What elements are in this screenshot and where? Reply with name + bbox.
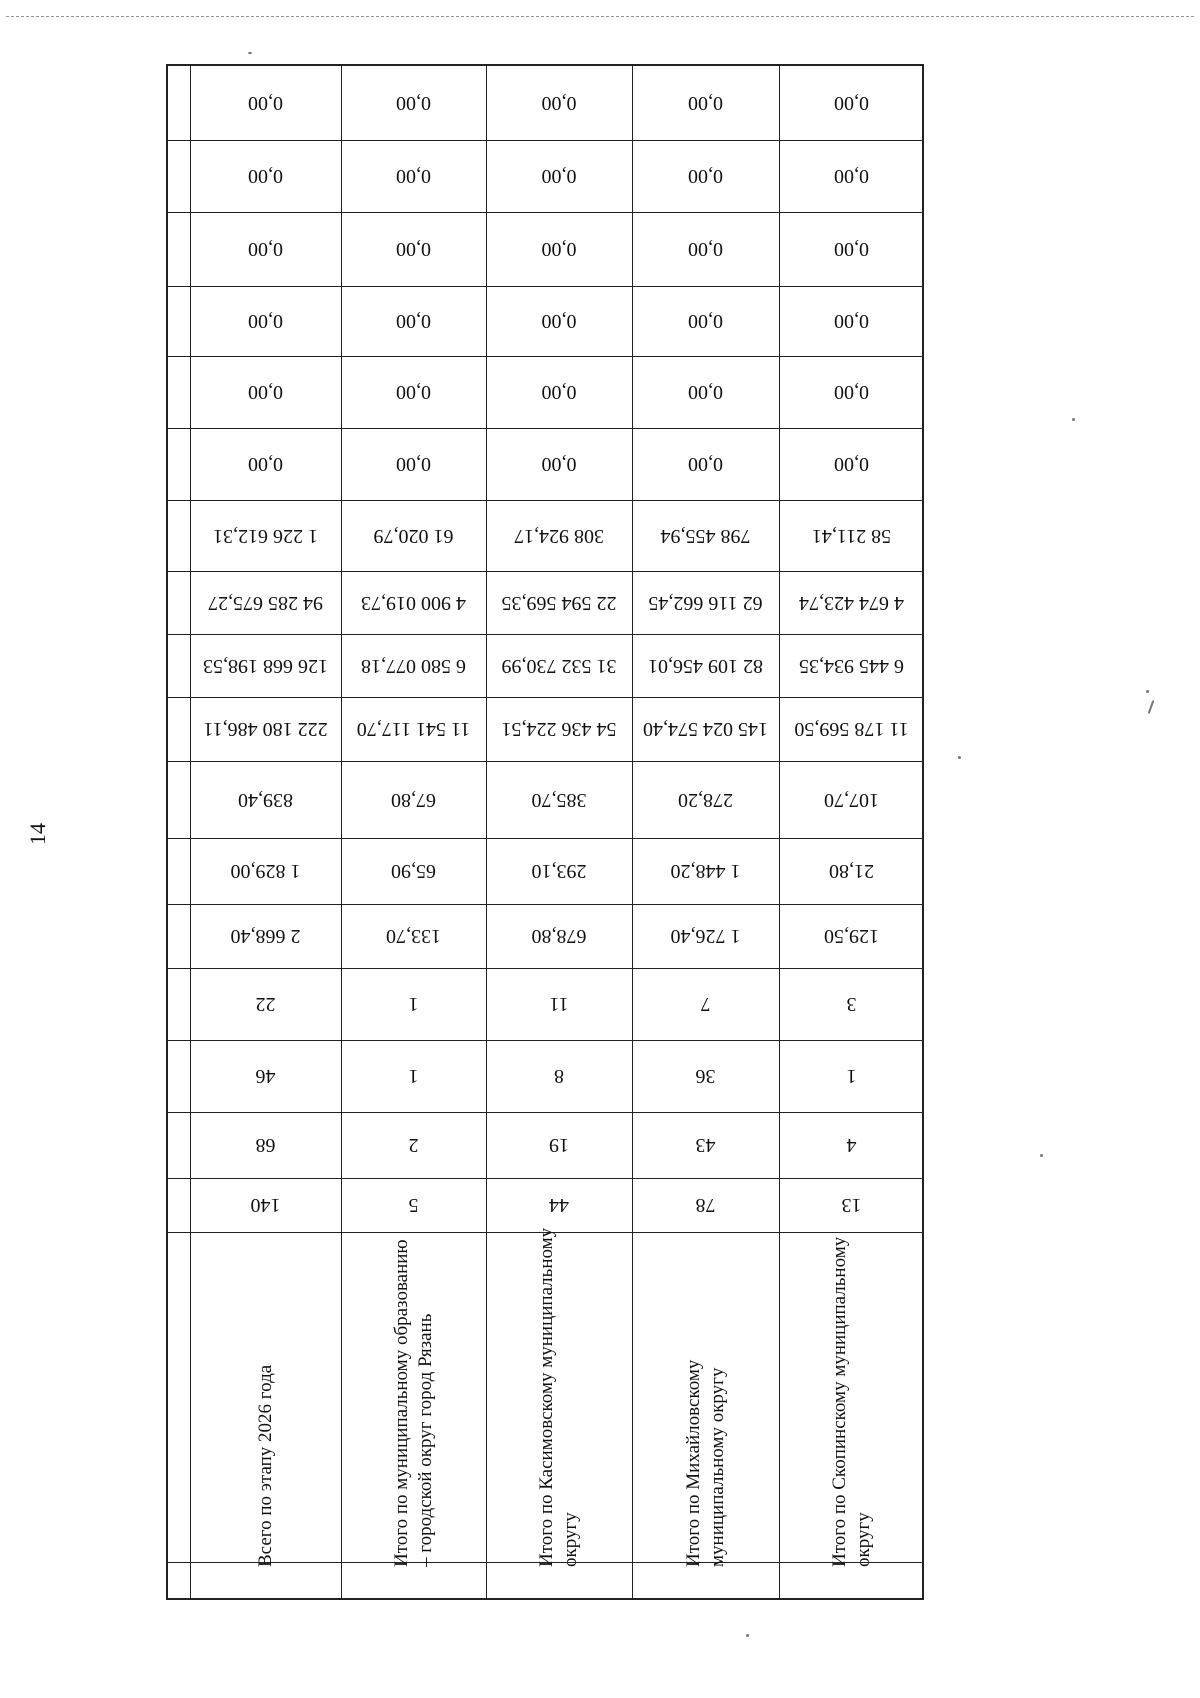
- value-cell: 22: [255, 993, 276, 1016]
- value-cell: 126 668 198,53: [203, 655, 328, 677]
- value-cell: 7: [700, 993, 711, 1016]
- value-cell: 0,00: [396, 453, 431, 476]
- value-cell: 67,80: [391, 789, 436, 811]
- value-cell: 5: [408, 1194, 419, 1217]
- scan-speck: [958, 756, 961, 759]
- value-cell: 0,00: [541, 381, 577, 404]
- value-cell: 62 116 662,45: [648, 592, 763, 614]
- value-cell: 0,00: [248, 310, 283, 333]
- value-cell: 8: [554, 1065, 564, 1088]
- scan-speck: [248, 52, 252, 54]
- value-cell: 145 024 574,40: [643, 718, 768, 741]
- value-cell: 36: [695, 1065, 716, 1088]
- value-cell: 0,00: [688, 165, 723, 188]
- grid-horizontal-line: [168, 1232, 922, 1233]
- value-cell: 94 285 675,27: [208, 592, 323, 614]
- value-cell: 61 020,79: [373, 525, 454, 547]
- row-name: Итого по Михайловскому муниципальному округу: [682, 1359, 728, 1567]
- value-cell: 21,80: [829, 860, 874, 883]
- value-cell: 1 829,00: [230, 860, 301, 883]
- scan-speck: [1146, 690, 1149, 693]
- value-cell: 839,40: [238, 789, 293, 811]
- value-cell: 222 180 486,11: [203, 718, 328, 741]
- value-cell: 1: [408, 993, 419, 1016]
- value-cell: 78: [695, 1194, 716, 1217]
- row-number: [539, 1509, 579, 1600]
- value-cell: 0,00: [834, 381, 869, 404]
- value-cell: 0,00: [688, 92, 723, 115]
- value-cell: 0,00: [396, 92, 431, 115]
- value-cell: 0,00: [688, 238, 723, 261]
- value-cell: 0,00: [834, 92, 869, 115]
- row-number: [832, 1510, 872, 1601]
- value-cell: 0,00: [688, 381, 723, 404]
- value-cell: 11 178 569,50: [794, 718, 909, 741]
- value-cell: 2: [408, 1134, 419, 1157]
- value-cell: 385,70: [531, 789, 587, 811]
- value-cell: 0,00: [248, 92, 283, 115]
- value-cell: 0,00: [834, 165, 869, 188]
- value-cell: 0,00: [541, 310, 577, 333]
- value-cell: 0,00: [688, 453, 723, 476]
- scan-speck: [1148, 700, 1155, 714]
- budget-table: [166, 64, 924, 1600]
- value-cell: 11 541 117,70: [356, 718, 471, 741]
- scan-speck: [1040, 1154, 1043, 1157]
- value-cell: 82 109 456,01: [648, 655, 763, 677]
- value-cell: 2 668,40: [230, 925, 301, 948]
- value-cell: 65,90: [391, 860, 436, 883]
- value-cell: 0,00: [834, 238, 869, 261]
- column-number: [166, 1571, 199, 1593]
- value-cell: 13: [841, 1194, 862, 1217]
- value-cell: 0,00: [248, 381, 283, 404]
- value-cell: 46: [255, 1065, 276, 1088]
- value-cell: 0,00: [396, 238, 431, 261]
- value-cell: 140: [250, 1194, 281, 1217]
- value-cell: 798 455,94: [660, 525, 751, 547]
- value-cell: 1 448,20: [670, 860, 741, 883]
- value-cell: 31 532 730,99: [501, 655, 617, 677]
- value-cell: 4 900 019,73: [361, 592, 466, 614]
- value-cell: 678,80: [531, 925, 587, 948]
- value-cell: 6 580 077,18: [361, 655, 466, 677]
- value-cell: 278,20: [678, 789, 733, 811]
- value-cell: 4: [846, 1134, 857, 1157]
- value-cell: 129,50: [824, 925, 879, 948]
- value-cell: 0,00: [396, 381, 431, 404]
- value-cell: 11: [549, 993, 569, 1016]
- row-name: Итого по Скопинскому муниципальному округу: [828, 1236, 874, 1567]
- value-cell: 0,00: [541, 92, 577, 115]
- value-cell: 0,00: [248, 165, 283, 188]
- value-cell: 3: [846, 993, 857, 1016]
- page-number: 14: [25, 823, 50, 845]
- value-cell: 308 924,17: [514, 525, 604, 547]
- row-number: [686, 1509, 726, 1601]
- value-cell: 0,00: [834, 453, 869, 476]
- row-name: Итого по Касимовскому муниципальному округу: [536, 1227, 581, 1567]
- value-cell: 1: [846, 1065, 857, 1088]
- value-cell: 54 436 224,51: [501, 718, 617, 741]
- value-cell: 0,00: [541, 165, 577, 188]
- value-cell: 1 726,40: [670, 925, 741, 948]
- scan-speck: [1072, 418, 1075, 421]
- row-name: Итого по муниципальному образованию – городской округ город Рязань: [390, 1239, 436, 1567]
- value-cell: 58 211,41: [811, 525, 892, 547]
- value-cell: 0,00: [688, 310, 723, 333]
- value-cell: 22 594 569,35: [501, 592, 617, 614]
- row-name: Всего по этапу 2026 года: [254, 1364, 276, 1567]
- value-cell: 43: [695, 1134, 716, 1157]
- row-number: [394, 1510, 434, 1601]
- value-cell: 4 674 423,74: [799, 592, 904, 614]
- value-cell: 107,70: [824, 789, 879, 811]
- value-cell: 0,00: [834, 310, 869, 333]
- value-cell: 0,00: [541, 453, 577, 476]
- value-cell: 19: [549, 1134, 569, 1157]
- value-cell: 0,00: [396, 165, 431, 188]
- row-number: [246, 1507, 286, 1601]
- value-cell: 0,00: [396, 310, 431, 333]
- scan-edge-line: [6, 16, 1194, 17]
- column-number: [166, 1386, 344, 1408]
- value-cell: 68: [255, 1134, 276, 1157]
- value-cell: 133,70: [386, 925, 441, 948]
- value-cell: 1: [408, 1065, 419, 1088]
- value-cell: 0,00: [541, 238, 577, 261]
- value-cell: 0,00: [248, 453, 283, 476]
- value-cell: 0,00: [248, 238, 283, 261]
- scan-speck: [746, 1634, 749, 1637]
- value-cell: 6 445 934,35: [799, 655, 904, 677]
- value-cell: 44: [549, 1194, 569, 1217]
- value-cell: 293,10: [531, 860, 587, 883]
- value-cell: 1 226 612,31: [213, 525, 318, 547]
